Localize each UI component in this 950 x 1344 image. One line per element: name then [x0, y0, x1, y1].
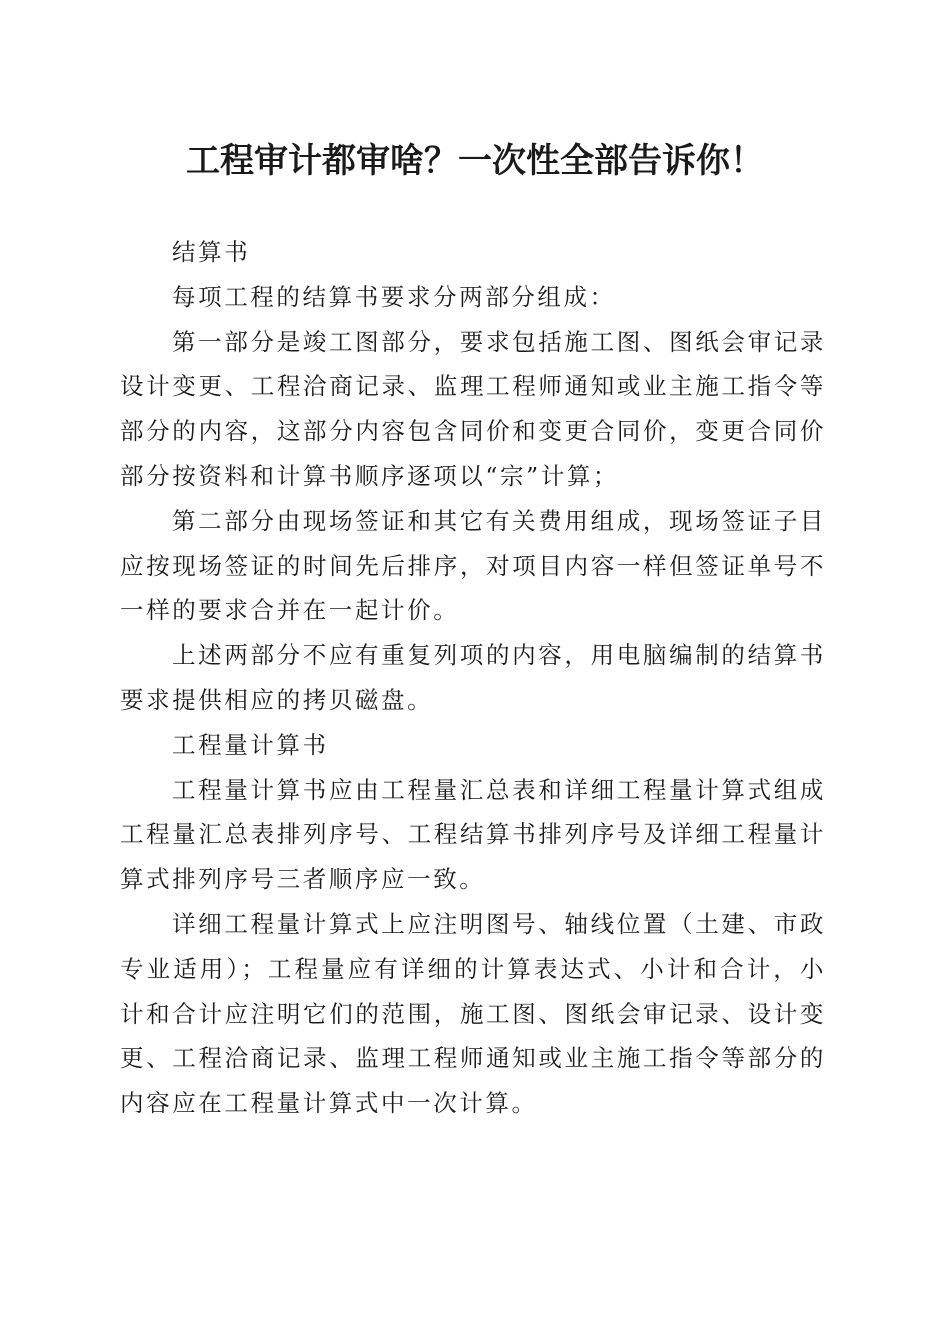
document-body [120, 230, 826, 1126]
paragraph: 每项工程的结算书要求分两部分组成： [172, 282, 616, 311]
paragraph: 第一部分是竣工图部分，要求包括施工图、图纸会审记录设计变更、工程洽商记录、监理工程师通知或业主施工指令等部分的内容，这部分内容包含同价和变更合同价，变更合同价部分按资料和计算书顺序逐项以“宗”计算； [120, 327, 826, 490]
section-heading-settlement: 结算书 [172, 238, 251, 266]
document-title: 工程审计都审啥？一次性全部告诉你！ [186, 141, 764, 181]
paragraph: 工程量计算书应由工程量汇总表和详细工程量计算式组成工程量汇总表排列序号、工程结算书排列序号及详细工程量计算式排列序号三者顺序应一致。 [120, 775, 826, 894]
paragraph: 上述两部分不应有重复列项的内容，用电脑编制的结算书要求提供相应的拷贝磁盘。 [120, 641, 826, 714]
section-heading-quantity: 工程量计算书 [172, 730, 329, 759]
paragraph: 第二部分由现场签证和其它有关费用组成，现场签证子目应按现场签证的时间先后排序，对项目内容一样但签证单号不一样的要求合并在一起计价。 [120, 506, 826, 625]
paragraph: 详细工程量计算式上应注明图号、轴线位置（土建、市政专业适用）；工程量应有详细的计算表达式、小计和合计，小计和合计应注明它们的范围，施工图、图纸会审记录、设计变更、工程洽商记录、监理工程师通知或业主施工指令等部分的内容应在工程量计算式中一次计算。 [120, 909, 826, 1118]
